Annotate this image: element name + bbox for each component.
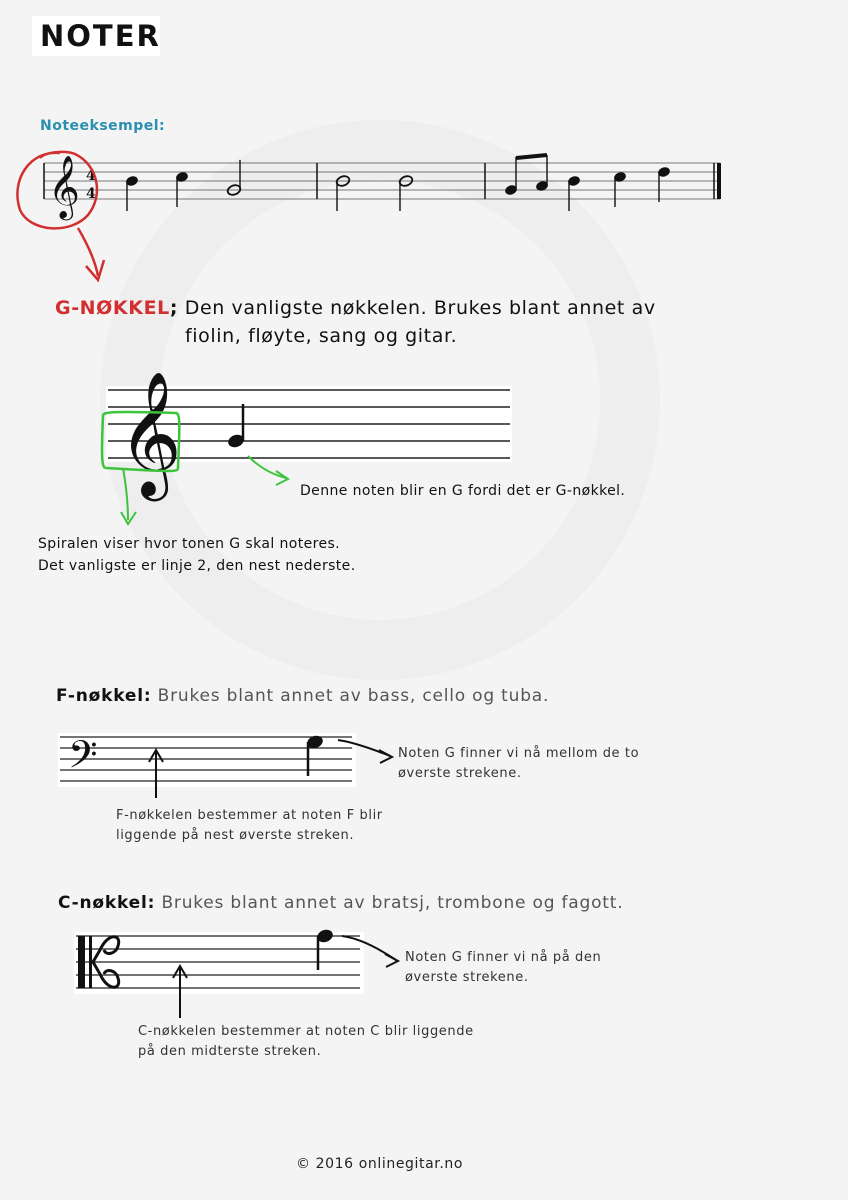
- g-clef-description-2: fiolin, fløyte, sang og gitar.: [185, 325, 458, 347]
- footer-copyright: © 2016 onlinegitar.no: [296, 1156, 464, 1172]
- treble-clef-icon: 𝄞: [118, 371, 182, 496]
- g-clef-description-1: Den vanligste nøkkelen. Brukes blant annet av: [184, 297, 656, 319]
- page-title: NOTER: [40, 19, 161, 53]
- c-key-caption-2: på den midterste streken.: [138, 1044, 322, 1059]
- example-label: Noteeksempel:: [40, 118, 166, 134]
- c-note-caption-1: Noten G finner vi nå på den: [405, 950, 602, 965]
- bass-clef-icon: 𝄢: [68, 732, 98, 786]
- c-clef-name: C-nøkkel:: [58, 893, 156, 913]
- c-clef-description: Brukes blant annet av bratsj, trombone og fagott.: [161, 893, 624, 913]
- g-clef-separator: ;: [169, 297, 179, 319]
- f-clef-description: Brukes blant annet av bass, cello og tuba.: [157, 686, 550, 706]
- spiral-caption-1: Spiralen viser hvor tonen G skal noteres.: [38, 536, 341, 552]
- f-note-caption-2: øverste strekene.: [398, 766, 522, 781]
- g-note-caption: Denne noten blir en G fordi det er G-nøkkel.: [300, 483, 626, 499]
- svg-text:4: 4: [86, 186, 96, 202]
- c-note-caption-2: øverste strekene.: [405, 970, 529, 985]
- svg-text:4: 4: [86, 168, 96, 184]
- treble-clef-icon: 𝄞: [48, 155, 80, 218]
- spiral-caption-2: Det vanligste er linje 2, den nest nederste.: [38, 558, 356, 574]
- f-key-caption-1: F-nøkkelen bestemmer at noten F blir: [116, 808, 383, 823]
- c-key-caption-1: C-nøkkelen bestemmer at noten C blir liggende: [138, 1024, 474, 1039]
- f-note-caption-1: Noten G finner vi nå mellom de to: [398, 746, 640, 761]
- f-clef-name: F-nøkkel:: [56, 686, 152, 706]
- g-clef-name: G-NØKKEL: [55, 297, 170, 319]
- f-key-caption-2: liggende på nest øverste streken.: [116, 828, 355, 843]
